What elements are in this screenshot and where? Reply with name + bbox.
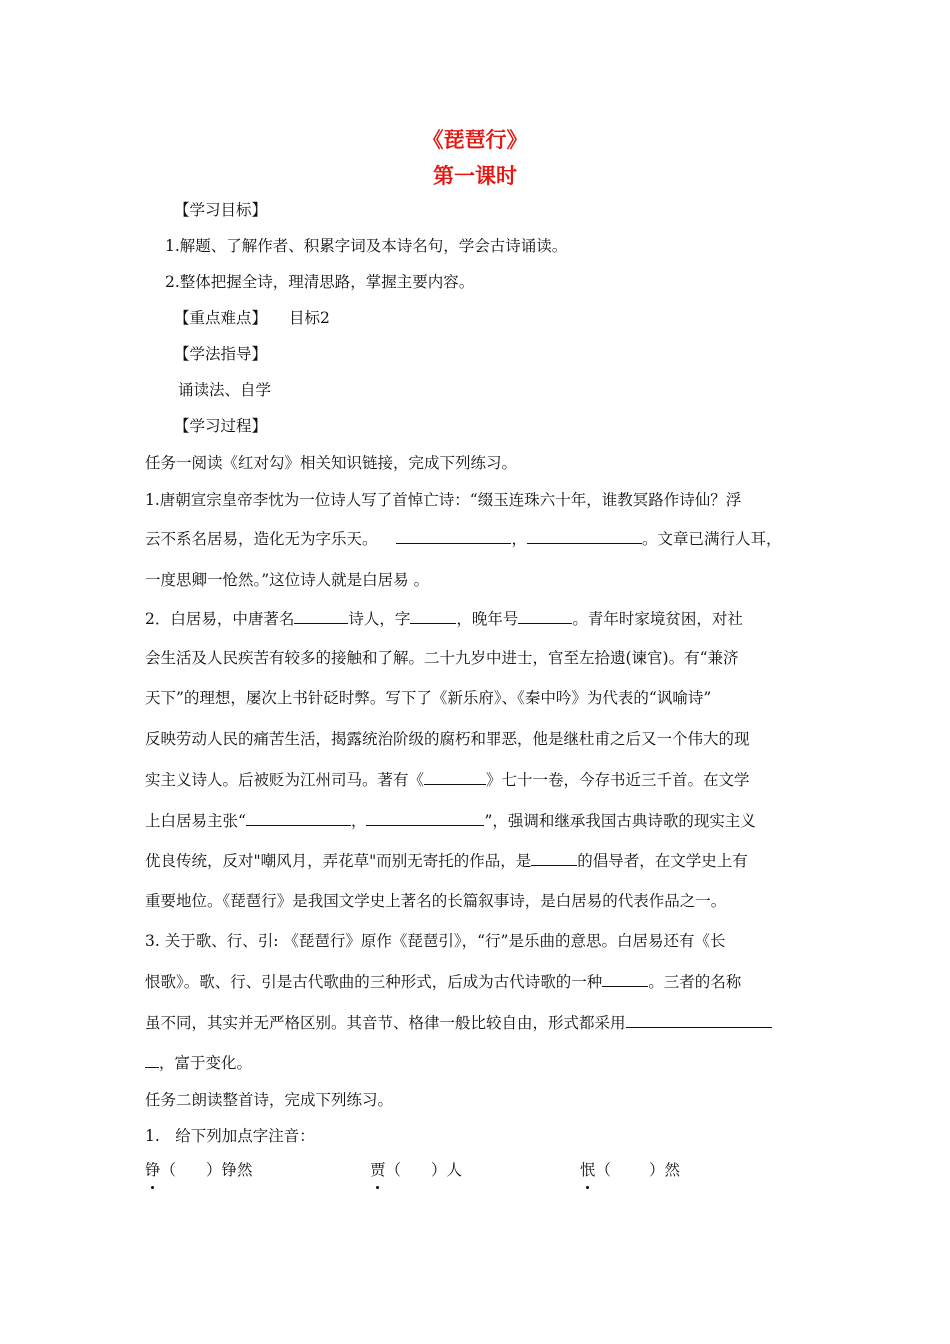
q2-line-1 <box>145 608 815 629</box>
paren-open: （ <box>385 1161 402 1179</box>
key-heading: 【重点难点】 <box>174 309 268 327</box>
q2-line-2: 会生活及人民疾苦有较多的接触和了解。二十九岁中进士，官至左拾遗(谏官)。有“兼济 <box>145 649 739 667</box>
pinyin-item-3 <box>580 1158 680 1180</box>
blank-line <box>424 769 486 785</box>
process-heading: 【学习过程】 <box>174 417 268 435</box>
goal-1: 1.解题、了解作者、积累字词及本诗名句，学会古诗诵读。 <box>165 237 568 255</box>
blank-line <box>410 608 456 624</box>
q2-text-7a: 优良传统，反对"嘲风月，弄花草"而别无寄托的作品，是 <box>145 852 532 870</box>
blank-line <box>396 528 511 544</box>
q2-line-4: 反映劳动人民的痛苦生活，揭露统治阶级的腐朽和罪恶，他是继杜甫之后又一个伟大的现 <box>145 730 750 748</box>
q3-text-4: ，富于变化。 <box>159 1054 253 1072</box>
char-rest: 铮然 <box>221 1161 253 1179</box>
q3-line-1: 3. 关于歌、行、引: 《琵琶行》原作《琵琶引》，“行”是乐曲的意思。白居易还有《长 <box>145 932 726 950</box>
task2-intro: 任务二朗读整首诗，完成下列练习。 <box>145 1091 394 1109</box>
q3-text-3: 虽不同，其实并无严格区别。其音节、格律一般比较自由，形式都采用 <box>145 1014 626 1032</box>
blank-line <box>602 971 648 987</box>
q3-text-2a: 恨歌》。歌、行、引是古代歌曲的三种形式，后成为古代诗歌的一种 <box>145 973 603 991</box>
q2-text-a: 2．白居易，中唐著名 <box>145 610 295 628</box>
q2-text-6b: ， <box>350 812 367 830</box>
paren-open: （ <box>595 1161 612 1179</box>
blank-line <box>527 528 642 544</box>
method-heading: 【学法指导】 <box>174 345 268 363</box>
document-title: 《琵琶行》 <box>422 128 528 152</box>
paren-close: ） <box>206 1161 222 1179</box>
q2-text-7b: 的倡导者，在文学史上有 <box>577 852 748 870</box>
q1-line-2 <box>145 528 815 549</box>
q2-line-5 <box>145 769 815 790</box>
q1-line-1: 1.唐朝宣宗皇帝李忱为一位诗人写了首悼亡诗：“缀玉连珠六十年，谁教冥路作诗仙？浮 <box>145 491 742 509</box>
q1-text-c: 。文章已满行人耳， <box>641 530 782 548</box>
dotted-char: 贾 <box>370 1158 386 1180</box>
q2-text-d: 。青年时家境贫困，对社 <box>572 610 743 628</box>
blank-line <box>531 850 577 866</box>
q3-line-3 <box>145 1012 815 1033</box>
q2-line-8: 重要地位。《琵琶行》是我国文学史上著名的长篇叙事诗，是白居易的代表作品之一。 <box>145 892 727 910</box>
q3-text-2b: 。三者的名称 <box>648 973 742 991</box>
q2-line-3: 天下”的理想，屡次上书针砭时弊。写下了《新乐府》、《秦中吟》为代表的“讽喻诗” <box>145 689 712 707</box>
q2-text-5a: 实主义诗人。后被贬为江州司马。著有《 <box>145 771 425 789</box>
q2-text-b: 诗人，字 <box>348 610 411 628</box>
blank-line <box>518 608 572 624</box>
char-rest: 人 <box>446 1161 463 1179</box>
blank-line <box>294 608 348 624</box>
q1-text-b: ， <box>511 530 527 548</box>
goals-heading: 【学习目标】 <box>174 201 268 219</box>
goal-2: 2.整体把握全诗，理清思路，掌握主要内容。 <box>165 273 475 291</box>
key-value: 目标2 <box>289 309 330 327</box>
char-rest: 然 <box>664 1161 681 1179</box>
dotted-char: 铮 <box>145 1158 161 1180</box>
blank-line <box>246 810 351 826</box>
paren-close: ） <box>649 1161 665 1179</box>
q3-line-2 <box>145 971 815 992</box>
method-value: 诵读法、自学 <box>178 381 272 399</box>
q3-line-4 <box>145 1052 815 1073</box>
pinyin-item-2 <box>370 1158 462 1180</box>
task2-q1: 1. 给下列加点字注音： <box>145 1127 315 1145</box>
q2-line-7 <box>145 850 815 871</box>
document-subtitle: 第一课时 <box>433 164 517 188</box>
pinyin-item-1 <box>145 1158 253 1180</box>
q2-text-5b: 》七十一卷，今存书近三千首。在文学 <box>486 771 750 789</box>
paren-close: ） <box>431 1161 447 1179</box>
blank-line <box>145 1052 159 1068</box>
q2-text-6c: ”，强调和继承我国古典诗歌的现实主义 <box>484 812 756 830</box>
q1-text-a: 云不系名居易，造化无为字乐天。 <box>145 530 378 548</box>
q2-text-6a: 上白居易主张“ <box>145 812 246 830</box>
q1-line-3: 一度思卿一怆然。”这位诗人就是白居易 。 <box>145 571 430 589</box>
task1-intro: 任务一阅读《红对勾》相关知识链接，完成下列练习。 <box>145 454 518 472</box>
dotted-char: 怋 <box>580 1158 596 1180</box>
blank-line <box>626 1012 772 1028</box>
q2-text-c: ，晚年号 <box>456 610 519 628</box>
blank-line <box>366 810 484 826</box>
q2-line-6 <box>145 810 815 831</box>
paren-open: （ <box>160 1161 177 1179</box>
key-difficulty <box>174 308 844 328</box>
